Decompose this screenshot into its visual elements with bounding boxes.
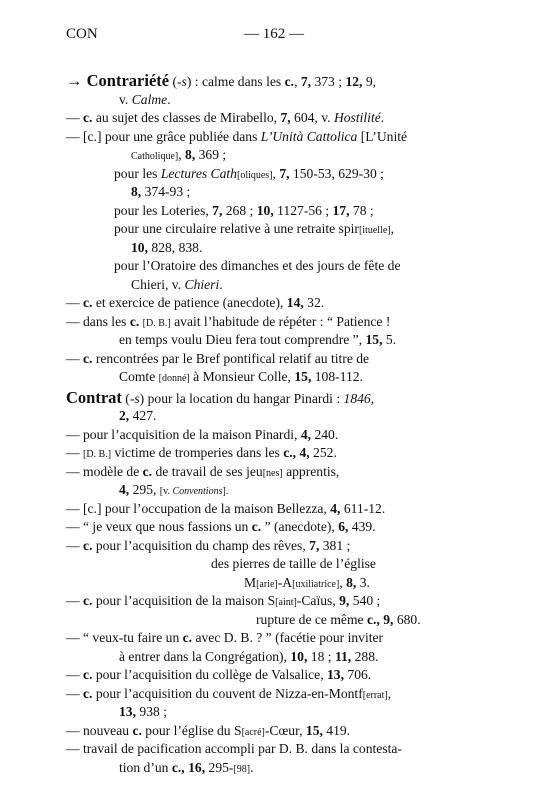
index-text: [aint] <box>275 597 297 608</box>
index-text: , <box>339 574 347 590</box>
index-line <box>66 611 476 630</box>
index-text: 6, <box>338 519 349 534</box>
index-text: tion d’un <box>119 759 172 775</box>
index-text: Conventions <box>172 486 223 497</box>
index-text: , <box>387 685 392 701</box>
index-text: 419. <box>322 722 351 738</box>
index-line <box>66 444 476 463</box>
index-line <box>66 239 476 258</box>
index-text: — <box>66 537 83 553</box>
index-line <box>66 685 476 704</box>
index-text: pour les Loteries, <box>114 202 213 218</box>
index-text: c. <box>83 110 93 125</box>
index-text: 938 ; <box>136 704 167 719</box>
index-text: 4, <box>330 500 341 516</box>
index-text: [D. B.] <box>142 317 171 329</box>
index-line <box>66 574 476 593</box>
index-text: 13, <box>327 667 344 682</box>
index-line <box>66 276 476 295</box>
index-line <box>66 183 476 202</box>
index-text: 680. <box>393 611 421 627</box>
index-line <box>66 368 476 387</box>
index-text: . <box>380 110 385 125</box>
index-text: c. <box>83 667 93 682</box>
index-line <box>66 555 476 574</box>
index-text: pour une circulaire relative à une retraite spir <box>114 221 359 236</box>
index-text: pour l’acquisition du collège de Valsalice, <box>92 667 327 682</box>
index-text: ” (anecdote), <box>261 519 339 534</box>
index-line <box>66 72 476 91</box>
index-text: Contrariété <box>86 71 170 90</box>
index-line <box>66 426 476 445</box>
index-text: 7, <box>280 110 291 125</box>
index-text: 14, <box>286 295 304 310</box>
index-text: 108-112. <box>311 369 363 384</box>
index-text: -Cœur, <box>264 722 306 738</box>
index-text: 1846 <box>343 390 371 406</box>
index-text: , <box>370 390 375 406</box>
index-text: au sujet des classes de Mirabello, <box>92 110 281 125</box>
index-text: ) : calme dans les <box>186 74 285 89</box>
index-text: 7, <box>300 74 312 89</box>
index-text: 540 ; <box>349 593 381 608</box>
index-text: pour les <box>114 165 161 181</box>
index-text: Chieri, v. <box>131 276 185 292</box>
page-header <box>66 25 476 47</box>
index-text: c. <box>182 630 193 645</box>
index-text: — travail de pacification accompli par D. B. dans la contesta- <box>66 741 402 756</box>
index-line <box>66 389 476 408</box>
index-text: 15, <box>365 332 383 347</box>
index-text: [D. B.] <box>83 449 112 460</box>
index-entries <box>66 72 476 777</box>
index-line <box>66 481 476 500</box>
index-text: pour l’acquisition de la maison S <box>92 593 276 608</box>
index-text: 828, 838. <box>148 239 203 255</box>
running-head-key: CON <box>66 26 98 42</box>
index-text: — nouveau <box>66 722 133 738</box>
index-text: rupture de ce même <box>256 611 367 627</box>
index-text: pour l’acquisition du couvent de Nizza-en-Montf <box>92 685 363 701</box>
index-text: ( <box>121 390 130 406</box>
index-text: -s <box>129 390 140 406</box>
index-line <box>66 629 476 648</box>
index-text: -s <box>177 74 187 89</box>
index-text: c. <box>129 313 140 329</box>
index-text: 604, v. <box>290 110 334 125</box>
index-line <box>66 722 476 741</box>
index-text: -A <box>277 574 293 590</box>
index-text: [acré] <box>241 726 265 738</box>
index-text: M <box>244 574 257 590</box>
index-text: 11, <box>334 648 352 664</box>
index-text: [oliques] <box>236 169 273 181</box>
index-text: 268 ; <box>222 202 257 218</box>
index-text: 150-53, 629-30 ; <box>289 165 384 181</box>
index-text: — [c.] pour une grâce publiée dans <box>66 128 261 144</box>
index-text: — “ je veux que nous fassions un <box>66 519 252 534</box>
index-text: 78 ; <box>349 202 374 218</box>
index-text: 7, <box>212 202 223 218</box>
index-text: 13, <box>119 704 136 719</box>
index-text: ]. <box>222 486 229 497</box>
index-text: 373 ; <box>311 74 346 89</box>
index-text: c. <box>284 74 295 89</box>
index-text: — <box>66 685 83 701</box>
index-text: apprentis, <box>282 463 340 479</box>
index-text: Calme <box>131 91 168 107</box>
index-text: 8, <box>185 147 196 162</box>
index-text: c. <box>83 593 93 608</box>
index-line <box>66 463 476 482</box>
index-text: c. <box>132 722 142 738</box>
index-text: — <box>66 445 83 460</box>
index-text: 240. <box>311 426 339 442</box>
index-text: pour l’Oratoire des dimanches et des jours de fête de <box>114 258 401 273</box>
index-text: [nes] <box>262 467 283 479</box>
index-text: -Caïus, <box>296 593 340 608</box>
page-number: — 162 — <box>244 26 304 42</box>
index-text: Contrat <box>66 387 122 407</box>
index-text: , <box>390 221 395 236</box>
index-line <box>66 91 476 110</box>
index-text: 381 ; <box>319 537 351 553</box>
index-line <box>66 128 476 147</box>
index-text: victime de tromperies dans les <box>111 445 284 460</box>
index-line <box>66 202 476 221</box>
index-line <box>66 407 476 426</box>
index-text: → <box>66 71 87 90</box>
index-text: [errat] <box>362 689 388 701</box>
index-text: — pour l’acquisition de la maison Pinardi, <box>66 426 301 442</box>
index-text: 8, <box>346 574 357 590</box>
index-text: . <box>167 91 171 107</box>
index-line <box>66 518 476 537</box>
index-line <box>66 759 476 778</box>
index-line <box>66 666 476 685</box>
index-text: [L’Unité <box>357 128 408 144</box>
index-line <box>66 740 476 759</box>
index-text: [donné] <box>158 373 190 384</box>
index-text: 295- <box>205 759 234 775</box>
index-text: 9, <box>362 74 377 89</box>
index-text: — “ veux-tu faire un <box>66 630 183 645</box>
index-text: [v. <box>159 486 173 497</box>
index-text: 3. <box>356 574 370 590</box>
index-text: ( <box>169 74 178 89</box>
index-line <box>66 109 476 128</box>
index-text: 295, <box>129 482 160 497</box>
index-text: Hostilité <box>333 110 381 125</box>
index-text: rencontrées par le Bref pontifical relatif au titre de <box>92 350 370 366</box>
index-text: 9, <box>339 593 350 608</box>
index-line <box>66 592 476 611</box>
index-text: 288. <box>351 648 379 664</box>
index-text: 32. <box>303 295 325 310</box>
index-text: 10, <box>290 648 308 664</box>
index-text: ) pour la location du hangar Pinardi : <box>139 390 344 406</box>
index-text: pour l’acquisition du champ des rêves, <box>92 537 310 553</box>
index-text: 4, <box>119 482 130 497</box>
index-line <box>66 294 476 313</box>
index-text: 10, <box>131 239 148 255</box>
index-text: 17, <box>332 202 350 218</box>
index-text: 8, <box>131 184 142 199</box>
index-text: 15, <box>305 722 323 738</box>
index-line <box>66 703 476 722</box>
index-text: Chieri <box>184 276 220 292</box>
index-text: [98] <box>233 763 251 775</box>
index-text: — <box>66 110 83 125</box>
index-text: c. <box>83 685 93 701</box>
index-text: 4, <box>300 426 312 442</box>
index-text: 18 ; <box>307 648 335 664</box>
index-text: 7, <box>309 537 320 553</box>
index-text: [uxiliatrice] <box>292 578 340 590</box>
index-text: — dans les <box>66 313 130 329</box>
index-text: 374-93 ; <box>141 184 191 199</box>
index-text: 16, <box>188 759 206 775</box>
index-line <box>66 350 476 369</box>
index-text: 9, <box>383 611 394 627</box>
index-line <box>66 165 476 184</box>
index-text: 369 ; <box>195 147 227 162</box>
index-line <box>66 220 476 239</box>
index-text: v. <box>119 91 132 107</box>
index-text: de travail de ses jeu <box>152 463 263 479</box>
index-text: à Monsieur Colle, <box>189 369 295 384</box>
index-text: Comte <box>119 369 159 384</box>
index-line <box>66 313 476 332</box>
index-text: — modèle de <box>66 463 143 479</box>
index-line <box>66 257 476 276</box>
index-text: 427. <box>129 408 157 423</box>
index-text: c. <box>83 295 93 310</box>
index-text: c. <box>142 463 153 479</box>
index-text: à entrer dans la Congrégation), <box>119 648 291 664</box>
index-line <box>66 500 476 519</box>
index-line <box>66 648 476 667</box>
index-text: , <box>294 74 301 89</box>
index-text: [arie] <box>256 578 278 590</box>
index-text: 5. <box>382 332 397 347</box>
index-text: 12, <box>345 74 363 89</box>
index-text: , <box>178 147 186 162</box>
index-text: — <box>66 350 83 366</box>
index-text: 252. <box>309 445 337 460</box>
index-line <box>66 537 476 556</box>
index-text: 439. <box>348 519 376 534</box>
index-text: 7, <box>279 165 290 181</box>
index-text: — <box>66 593 83 608</box>
index-text: — <box>66 295 83 310</box>
index-text: Catholique] <box>131 151 179 162</box>
index-text: 4, <box>299 445 310 460</box>
index-text: . <box>250 759 254 775</box>
index-text: c., <box>283 445 297 460</box>
index-text: Lectures Cath <box>160 165 237 181</box>
index-text: , <box>272 165 280 181</box>
index-text: avec D. B. ? ” (facétie pour inviter <box>192 630 384 645</box>
index-text: 611-12. <box>340 500 386 516</box>
index-text: et exercice de patience (anecdote), <box>92 295 287 310</box>
index-text: pour l’église du S <box>141 722 242 738</box>
index-text: avait l’habitude de répéter : “ Patience ! <box>170 313 391 329</box>
index-line <box>66 331 476 350</box>
index-text: c., <box>366 611 380 627</box>
index-text: — <box>66 667 83 682</box>
index-text: — [c.] pour l’occupation de la maison Bellezza, <box>66 500 331 516</box>
index-text: c. <box>251 519 262 534</box>
index-text: 1127-56 ; <box>273 202 333 218</box>
index-text: 15, <box>294 369 312 384</box>
index-text: 10, <box>256 202 274 218</box>
index-text: 2, <box>119 408 130 423</box>
index-text: 706. <box>344 667 372 682</box>
index-text: c. <box>83 350 93 366</box>
index-line <box>66 146 476 165</box>
index-text: des pierres de taille de l’église <box>211 556 376 571</box>
index-text: [ituelle] <box>358 225 391 236</box>
index-text: c. <box>83 537 93 553</box>
index-text: . <box>219 276 223 292</box>
index-text: L’Unità Cattolica <box>260 128 358 144</box>
index-text: en temps voulu Dieu fera tout comprendre ”, <box>119 332 366 347</box>
index-text: c., <box>171 759 185 775</box>
